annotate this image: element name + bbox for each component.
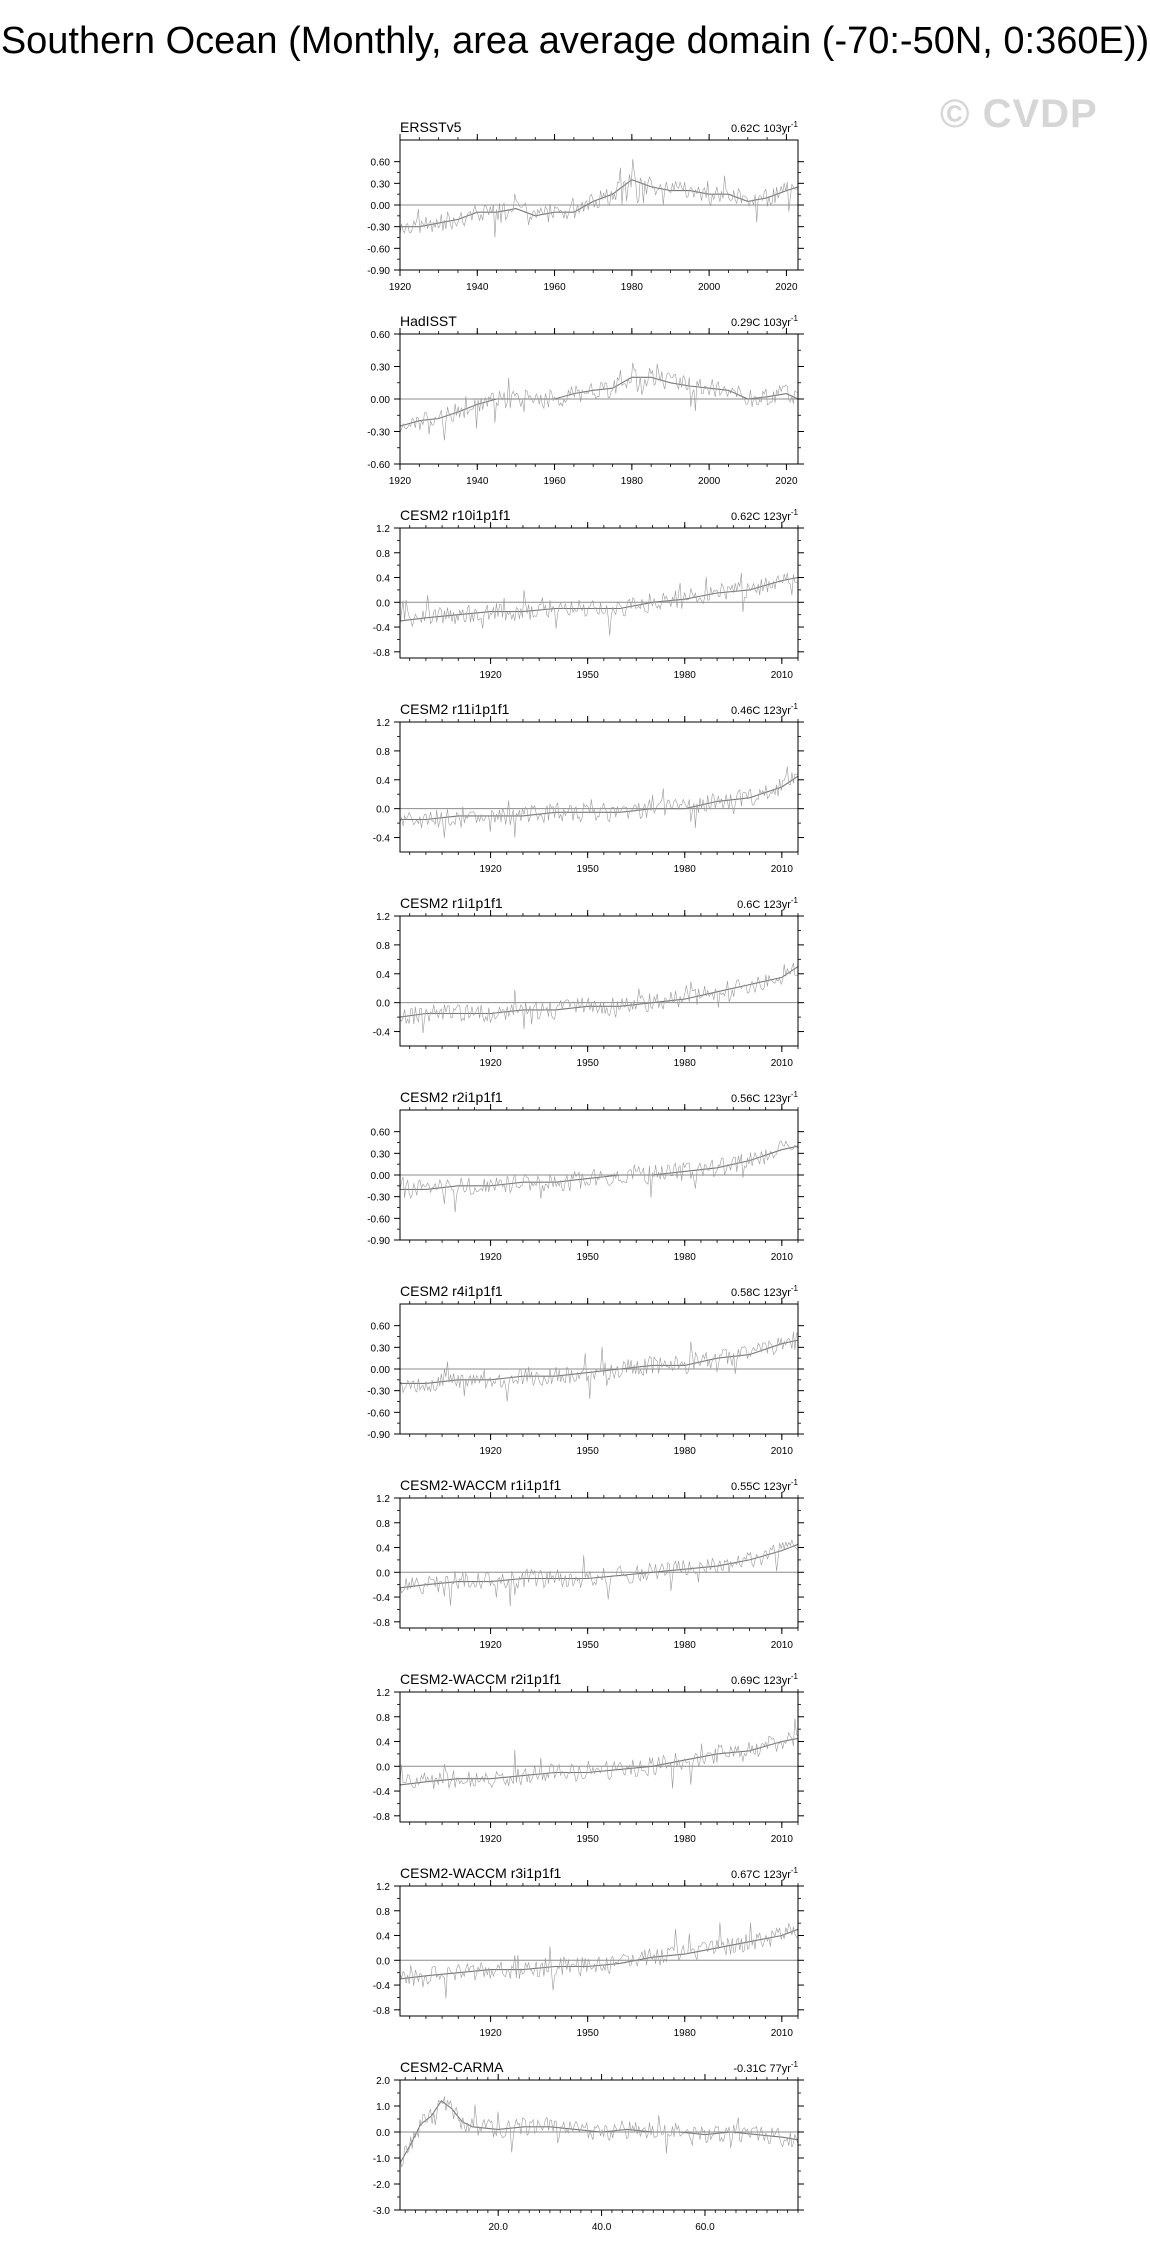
watermark-text: © CVDP: [940, 92, 1098, 136]
series-variability-line: [400, 573, 798, 636]
y-tick-label: 0.30: [370, 1343, 390, 1355]
y-tick-label: 0.4: [376, 775, 390, 787]
x-tick-label: 1980: [620, 282, 643, 293]
series-line: [400, 1544, 798, 1587]
trend-label-sup: -1: [790, 1672, 798, 1681]
x-tick-label: 2010: [770, 670, 793, 681]
series-line: [400, 1738, 798, 1785]
y-tick-label: 0.8: [376, 1518, 390, 1530]
y-tick-label: 0.00: [370, 1171, 390, 1182]
y-tick-label: 0.30: [370, 1149, 390, 1161]
trend-label-main: 0.46C 123yr: [730, 705, 791, 717]
y-tick-label: 0.0: [376, 998, 390, 1010]
y-tick-label: 0.0: [376, 1568, 390, 1580]
y-tick-label: 0.8: [376, 940, 390, 952]
plot-frame: [400, 916, 798, 1046]
y-tick-label: 0.0: [376, 804, 390, 816]
x-tick-label: 2010: [770, 2028, 793, 2039]
y-tick-label: -0.4: [372, 623, 390, 635]
chart-panel: [367, 313, 804, 487]
trend-label-sup: -1: [790, 120, 798, 129]
x-tick-label: 1980: [673, 1058, 696, 1069]
trend-label: [731, 1478, 799, 1493]
trend-label-sup: -1: [790, 1284, 798, 1293]
y-tick-label: 1.2: [376, 718, 390, 729]
x-tick-label: 1950: [576, 864, 599, 875]
trend-label-main: -0.31C 77yr: [733, 2063, 791, 2075]
panel-label: CESM2 r10i1p1f1: [400, 507, 511, 523]
trend-label-main: 0.56C 123yr: [730, 1093, 791, 1105]
series-line: [400, 1146, 798, 1189]
y-tick-label: 0.0: [376, 2128, 390, 2139]
plot-frame: [400, 528, 798, 658]
x-tick-label: 1920: [479, 1640, 502, 1651]
panel-label: CESM2 r4i1p1f1: [400, 1283, 503, 1299]
y-tick-label: 0.00: [370, 201, 390, 212]
trend-label-sup: -1: [790, 1478, 798, 1487]
trend-label-main: 0.29C 103yr: [730, 317, 791, 329]
x-tick-label: 1950: [576, 1252, 599, 1263]
panel-label: CESM2 r1i1p1f1: [400, 895, 503, 911]
x-tick-label: 1980: [673, 864, 696, 875]
trend-label-main: 0.67C 123yr: [730, 1869, 791, 1881]
y-tick-label: 0.60: [370, 330, 390, 341]
panel-label: CESM2-WACCM r2i1p1f1: [400, 1671, 562, 1687]
x-tick-label: 1980: [673, 1446, 696, 1457]
chart-panel: [373, 2059, 804, 2233]
panel-label: CESM2-WACCM r3i1p1f1: [400, 1865, 562, 1881]
y-tick-label: -0.60: [367, 244, 390, 256]
x-tick-label: 2000: [698, 282, 721, 293]
chart-panel: [373, 1477, 804, 1651]
panel-label: CESM2 r2i1p1f1: [400, 1089, 503, 1105]
x-tick-label: 1960: [543, 282, 566, 293]
y-tick-label: -0.90: [367, 1236, 390, 1247]
trend-label: [731, 508, 799, 523]
x-tick-label: 1950: [576, 670, 599, 681]
chart-panel: [373, 701, 804, 875]
y-tick-label: 0.4: [376, 1737, 390, 1749]
y-tick-label: -0.8: [372, 1811, 390, 1823]
series-line: [400, 377, 798, 426]
series-line: [400, 180, 798, 227]
x-tick-label: 60.0: [695, 2222, 715, 2233]
y-tick-label: -0.4: [372, 833, 390, 845]
trend-label-sup: -1: [790, 2060, 798, 2069]
trend-label-sup: -1: [790, 1090, 798, 1099]
series-line: [400, 1929, 798, 1979]
plot-frame: [400, 2080, 798, 2210]
x-tick-label: 1960: [543, 476, 566, 487]
trend-label: [731, 314, 799, 329]
series-variability-line: [400, 1540, 798, 1606]
series-variability-line: [400, 1141, 798, 1212]
panel-label: CESM2-CARMA: [400, 2059, 504, 2075]
y-tick-label: -0.4: [372, 1593, 390, 1605]
y-tick-label: 0.4: [376, 969, 390, 981]
y-tick-label: 0.00: [370, 1365, 390, 1376]
x-tick-label: 2010: [770, 1446, 793, 1457]
trend-label-sup: -1: [790, 1866, 798, 1875]
y-tick-label: 1.2: [376, 524, 390, 535]
y-tick-label: -0.60: [367, 1214, 390, 1226]
y-tick-label: 2.0: [376, 2076, 390, 2087]
y-tick-label: -3.0: [372, 2206, 390, 2217]
x-tick-label: 2010: [770, 1834, 793, 1845]
trend-label-sup: -1: [790, 508, 798, 517]
trend-label-main: 0.6C 123yr: [737, 899, 791, 911]
trend-label: [731, 1866, 799, 1881]
x-tick-label: 2010: [770, 1058, 793, 1069]
trend-label: [733, 2060, 798, 2075]
y-tick-label: -0.60: [367, 1408, 390, 1420]
x-tick-label: 1920: [479, 1834, 502, 1845]
x-tick-label: 1950: [576, 1640, 599, 1651]
y-tick-label: -0.30: [367, 1192, 390, 1204]
x-tick-label: 1950: [576, 2028, 599, 2039]
x-tick-label: 1950: [576, 1058, 599, 1069]
x-tick-label: 1980: [673, 1834, 696, 1845]
series-variability-line: [400, 767, 798, 838]
x-tick-label: 2020: [775, 282, 798, 293]
y-tick-label: 1.2: [376, 1494, 390, 1505]
y-tick-label: -0.30: [367, 427, 390, 439]
trend-label-main: 0.58C 123yr: [730, 1287, 791, 1299]
x-tick-label: 1980: [673, 670, 696, 681]
y-tick-label: 0.4: [376, 1931, 390, 1943]
chart-panel: [373, 507, 804, 681]
trend-label: [731, 1090, 799, 1105]
y-tick-label: 1.2: [376, 912, 390, 923]
series-line: [400, 776, 798, 819]
chart-panel: [373, 1865, 804, 2039]
x-tick-label: 2000: [698, 476, 721, 487]
y-tick-label: 1.2: [376, 1882, 390, 1893]
plot-frame: [400, 1886, 798, 2016]
y-tick-label: 0.60: [370, 1321, 390, 1333]
series-variability-line: [400, 363, 798, 441]
trend-label-main: 0.69C 123yr: [730, 1675, 791, 1687]
plot-frame: [400, 722, 798, 852]
y-tick-label: -1.0: [372, 2154, 390, 2165]
y-tick-label: 0.60: [370, 1127, 390, 1139]
x-tick-label: 1980: [673, 1640, 696, 1651]
y-tick-label: -0.4: [372, 1981, 390, 1993]
series-line: [400, 1340, 798, 1383]
y-tick-label: -2.0: [372, 2180, 390, 2191]
y-tick-label: 0.30: [370, 179, 390, 191]
y-tick-label: 0.8: [376, 548, 390, 560]
trend-label: [731, 702, 799, 717]
series-variability-line: [400, 963, 798, 1033]
series-variability-line: [400, 1332, 798, 1402]
x-tick-label: 1920: [479, 2028, 502, 2039]
y-tick-label: 0.8: [376, 1906, 390, 1918]
page-title: Southern Ocean (Monthly, area average domain (-70:-50N, 0:360E)): [0, 20, 1150, 62]
y-tick-label: -0.30: [367, 222, 390, 234]
chart-panel: [373, 1671, 804, 1845]
y-tick-label: -0.4: [372, 1787, 390, 1799]
trend-label: [731, 1284, 799, 1299]
x-tick-label: 1980: [673, 2028, 696, 2039]
y-tick-label: -0.90: [367, 1430, 390, 1441]
x-tick-label: 1950: [576, 1834, 599, 1845]
panel-label: CESM2-WACCM r1i1p1f1: [400, 1477, 562, 1493]
y-tick-label: 0.0: [376, 1762, 390, 1774]
y-tick-label: 0.8: [376, 746, 390, 758]
x-tick-label: 40.0: [591, 2222, 612, 2233]
plot-frame: [400, 1692, 798, 1822]
y-tick-label: 1.2: [376, 1688, 390, 1699]
trend-label: [737, 896, 798, 911]
x-tick-label: 1940: [466, 476, 489, 487]
trend-label: [731, 1672, 799, 1687]
chart-panel: [367, 1283, 804, 1457]
x-tick-label: 1920: [479, 1252, 502, 1263]
chart-panel: [367, 119, 804, 293]
x-tick-label: 20.0: [488, 2222, 508, 2233]
trend-label-main: 0.62C 123yr: [730, 511, 791, 523]
x-tick-label: 2010: [770, 864, 793, 875]
panel-label: ERSSTv5: [400, 119, 462, 135]
x-tick-label: 1920: [388, 282, 412, 293]
panel-label: HadISST: [400, 313, 457, 329]
x-tick-label: 1980: [673, 1252, 696, 1263]
y-tick-label: 0.4: [376, 573, 390, 585]
y-tick-label: 0.0: [376, 1956, 390, 1968]
panel-label: CESM2 r11i1p1f1: [400, 701, 510, 717]
x-tick-label: 1920: [388, 476, 412, 487]
x-tick-label: 1980: [620, 476, 643, 487]
trend-label-sup: -1: [790, 896, 798, 905]
x-tick-label: 1920: [479, 1058, 502, 1069]
chart-panel: [367, 1089, 804, 1263]
trend-label-main: 0.62C 103yr: [730, 123, 791, 135]
x-tick-label: 1950: [576, 1446, 599, 1457]
y-tick-label: -0.60: [367, 460, 390, 471]
y-tick-label: 0.4: [376, 1543, 390, 1555]
trend-label-main: 0.55C 123yr: [730, 1481, 791, 1493]
y-tick-label: -0.4: [372, 1027, 390, 1039]
trend-label-sup: -1: [790, 702, 798, 711]
trend-label-sup: -1: [790, 314, 798, 323]
x-tick-label: 1920: [479, 864, 502, 875]
y-tick-label: 0.30: [370, 362, 390, 374]
y-tick-label: -0.8: [372, 2005, 390, 2017]
x-tick-label: 2010: [770, 1252, 793, 1263]
y-tick-label: -0.8: [372, 1617, 390, 1629]
x-tick-label: 2020: [775, 476, 798, 487]
y-tick-label: 0.8: [376, 1712, 390, 1724]
y-tick-label: 1.0: [376, 2102, 390, 2113]
x-tick-label: 1940: [466, 282, 489, 293]
x-tick-label: 1920: [479, 1446, 502, 1457]
y-tick-label: 0.0: [376, 598, 390, 610]
y-tick-label: 0.60: [370, 157, 390, 169]
x-tick-label: 1920: [479, 670, 502, 681]
y-tick-label: -0.90: [367, 266, 390, 277]
y-tick-label: -0.30: [367, 1386, 390, 1398]
trend-label: [731, 120, 799, 135]
chart-panel: [373, 895, 804, 1069]
x-tick-label: 2010: [770, 1640, 793, 1651]
y-tick-label: -0.8: [372, 647, 390, 659]
y-tick-label: 0.00: [370, 395, 390, 406]
plot-frame: [400, 1498, 798, 1628]
